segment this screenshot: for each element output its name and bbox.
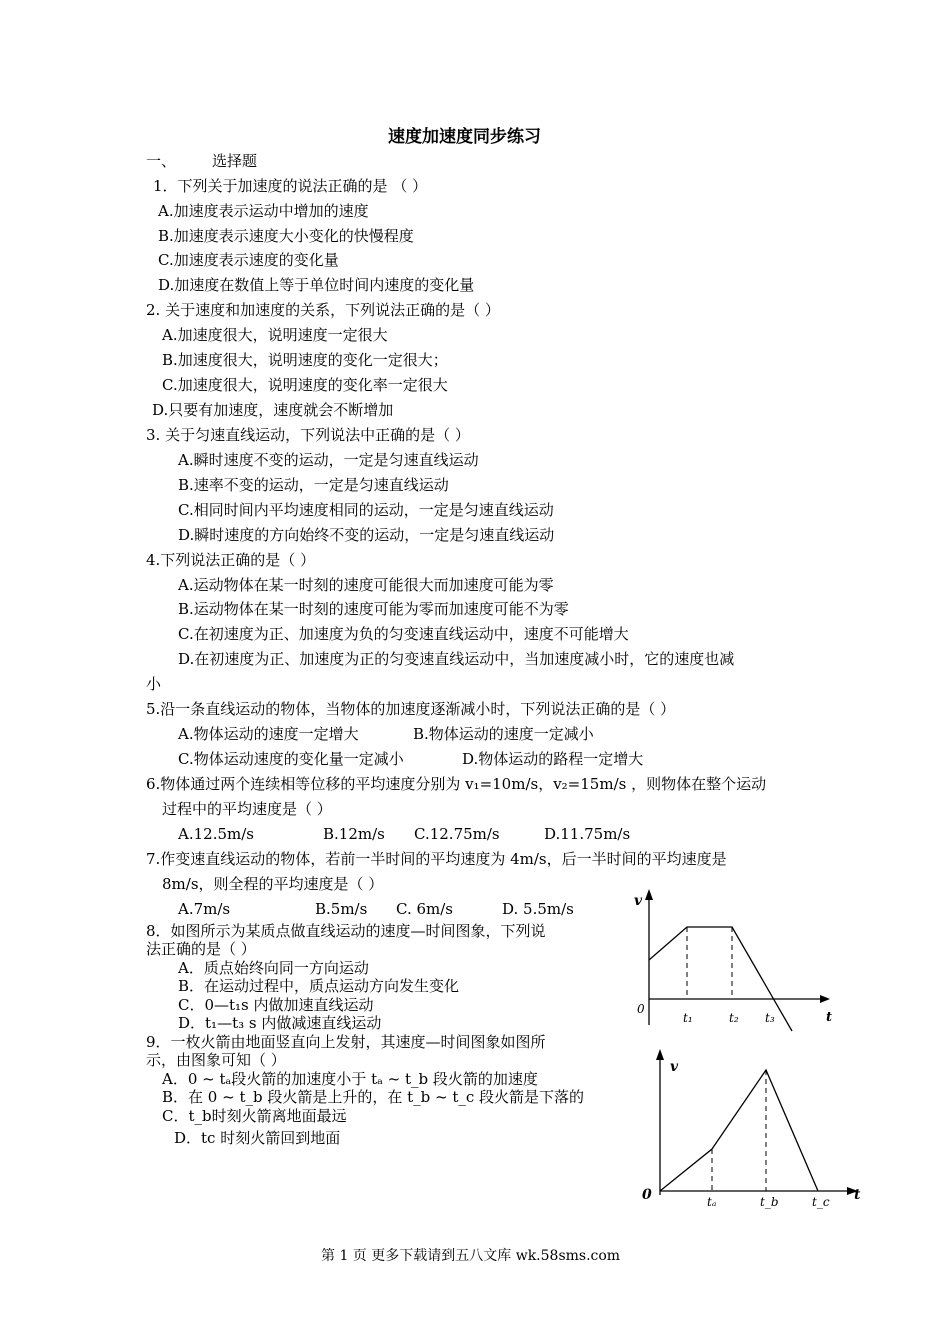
graph1-t-arrowhead <box>820 995 830 1003</box>
graph1-v-arrowhead <box>645 889 653 900</box>
graph2-tc-label: t_c <box>812 1195 830 1209</box>
graph2-origin-label: 0 <box>642 1187 652 1203</box>
q9-option-b: B．在 0 ~ t_b 段火箭是上升的，在 t_b ~ t_c 段火箭是下落的 <box>162 1088 585 1106</box>
q4-option-a: A.运动物体在某一时刻的速度可能很大而加速度可能为零 <box>178 576 554 594</box>
q9-vt-graph <box>630 1045 870 1220</box>
graph1-t1-label: t₁ <box>683 1011 693 1025</box>
q7-option-c: C. 6m/s <box>396 900 453 918</box>
q8-option-a: A．质点始终向同一方向运动 <box>178 959 369 977</box>
q5-option-c: C.物体运动速度的变化量一定减小 <box>178 750 404 768</box>
q9-stem-continued: 示，由图象可知（ ） <box>146 1051 286 1069</box>
q9-option-c: C．t_b时刻火箭离地面最远 <box>162 1107 347 1125</box>
q8-vt-graph <box>620 885 845 1045</box>
q7-stem: 7.作变速直线运动的物体，若前一半时间的平均速度为 4m/s，后一半时间的平均速度是 <box>146 850 727 868</box>
q5-stem: 5.沿一条直线运动的物体，当物体的加速度逐渐减小时，下列说法正确的是（ ） <box>146 700 676 718</box>
q9-option-a: A．0 ~ tₐ段火箭的加速度小于 tₐ ~ t_b 段火箭的加速度 <box>162 1070 538 1088</box>
q2-option-d: D.只要有加速度，速度就会不断增加 <box>152 401 394 419</box>
graph1-origin-label: 0 <box>637 1002 645 1016</box>
q1-option-c: C.加速度表示速度的变化量 <box>158 251 339 269</box>
graph2-ta-label: tₐ <box>707 1195 717 1209</box>
q3-option-b: B.速率不变的运动，一定是匀速直线运动 <box>178 476 449 494</box>
graph2-tb-label: t_b <box>760 1195 779 1209</box>
q4-stem: 4.下列说法正确的是（ ） <box>146 551 316 569</box>
q8-stem: 8．如图所示为某质点做直线运动的速度—时间图象，下列说 <box>146 922 546 940</box>
q3-option-a: A.瞬时速度不变的运动，一定是匀速直线运动 <box>178 451 479 469</box>
q4-option-c: C.在初速度为正、加速度为负的匀变速直线运动中，速度不可能增大 <box>178 625 629 643</box>
graph1-t-label: t <box>826 1010 833 1025</box>
q5-option-a: A.物体运动的速度一定增大 <box>178 725 359 743</box>
q6-option-c: C.12.75m/s <box>414 825 500 843</box>
q6-option-d: D.11.75m/s <box>544 825 631 843</box>
q2-option-a: A.加速度很大，说明速度一定很大 <box>162 326 388 344</box>
page-footer: 第 1 页 更多下载请到五八文库 wk.58sms.com <box>321 1248 621 1264</box>
graph1-t3-label: t₃ <box>765 1011 775 1025</box>
q9-stem: 9．一枚火箭由地面竖直向上发射，其速度—时间图象如图所 <box>146 1033 546 1051</box>
q6-option-b: B.12m/s <box>323 825 385 843</box>
graph2-t-label: t <box>854 1187 861 1203</box>
graph2-velocity-line <box>660 1070 818 1191</box>
q4-option-b: B.运动物体在某一时刻的速度可能为零而加速度可能不为零 <box>178 600 569 618</box>
section-number: 一、 <box>146 152 177 170</box>
section-label: 选择题 <box>212 152 258 170</box>
q6-stem: 6.物体通过两个连续相等位移的平均速度分别为 v₁=10m/s，v₂=15m/s ，则物体在整个运动 <box>146 775 767 793</box>
page-title: 速度加速度同步练习 <box>388 127 541 147</box>
q8-option-b: B．在运动过程中，质点运动方向发生变化 <box>178 977 460 995</box>
q1-option-b: B.加速度表示速度大小变化的快慢程度 <box>158 227 414 245</box>
q2-stem: 2. 关于速度和加速度的关系，下列说法正确的是（ ） <box>146 301 500 319</box>
q7-option-a: A.7m/s <box>178 900 231 918</box>
graph1-v-label: v <box>634 893 643 909</box>
q7-option-d: D. 5.5m/s <box>502 900 574 918</box>
q6-option-a: A.12.5m/s <box>178 825 254 843</box>
q5-option-b: B.物体运动的速度一定减小 <box>413 725 594 743</box>
q2-option-b: B.加速度很大，说明速度的变化一定很大； <box>162 351 448 369</box>
q8-stem-continued: 法正确的是（ ） <box>146 940 256 958</box>
graph2-v-label: v <box>670 1059 679 1075</box>
q1-stem: 1．下列关于加速度的说法正确的是 （ ） <box>153 177 428 195</box>
q8-option-c: C．0—t₁s 内做加速直线运动 <box>178 996 374 1014</box>
q3-option-d: D.瞬时速度的方向始终不变的运动，一定是匀速直线运动 <box>178 526 555 544</box>
q9-option-d: D．tc 时刻火箭回到地面 <box>174 1129 341 1147</box>
q4-option-d-continued: 小 <box>146 675 162 693</box>
q3-option-c: C.相同时间内平均速度相同的运动，一定是匀速直线运动 <box>178 501 554 519</box>
q4-option-d: D.在初速度为正、加速度为正的匀变速直线运动中，当加速度减小时，它的速度也减 <box>178 650 735 668</box>
q3-stem: 3. 关于匀速直线运动，下列说法中正确的是（ ） <box>146 426 470 444</box>
q1-option-a: A.加速度表示运动中增加的速度 <box>158 202 369 220</box>
q8-option-d: D．t₁—t₃ s 内做减速直线运动 <box>178 1014 382 1032</box>
q7-option-b: B.5m/s <box>315 900 368 918</box>
q6-stem-continued: 过程中的平均速度是（ ） <box>162 800 332 818</box>
q2-option-c: C.加速度很大，说明速度的变化率一定很大 <box>162 376 448 394</box>
q7-stem-continued: 8m/s，则全程的平均速度是（ ） <box>162 875 384 893</box>
graph1-t2-label: t₂ <box>729 1011 739 1025</box>
q5-option-d: D.物体运动的路程一定增大 <box>462 750 644 768</box>
q1-option-d: D.加速度在数值上等于单位时间内速度的变化量 <box>158 276 475 294</box>
graph2-v-arrowhead <box>656 1049 664 1060</box>
